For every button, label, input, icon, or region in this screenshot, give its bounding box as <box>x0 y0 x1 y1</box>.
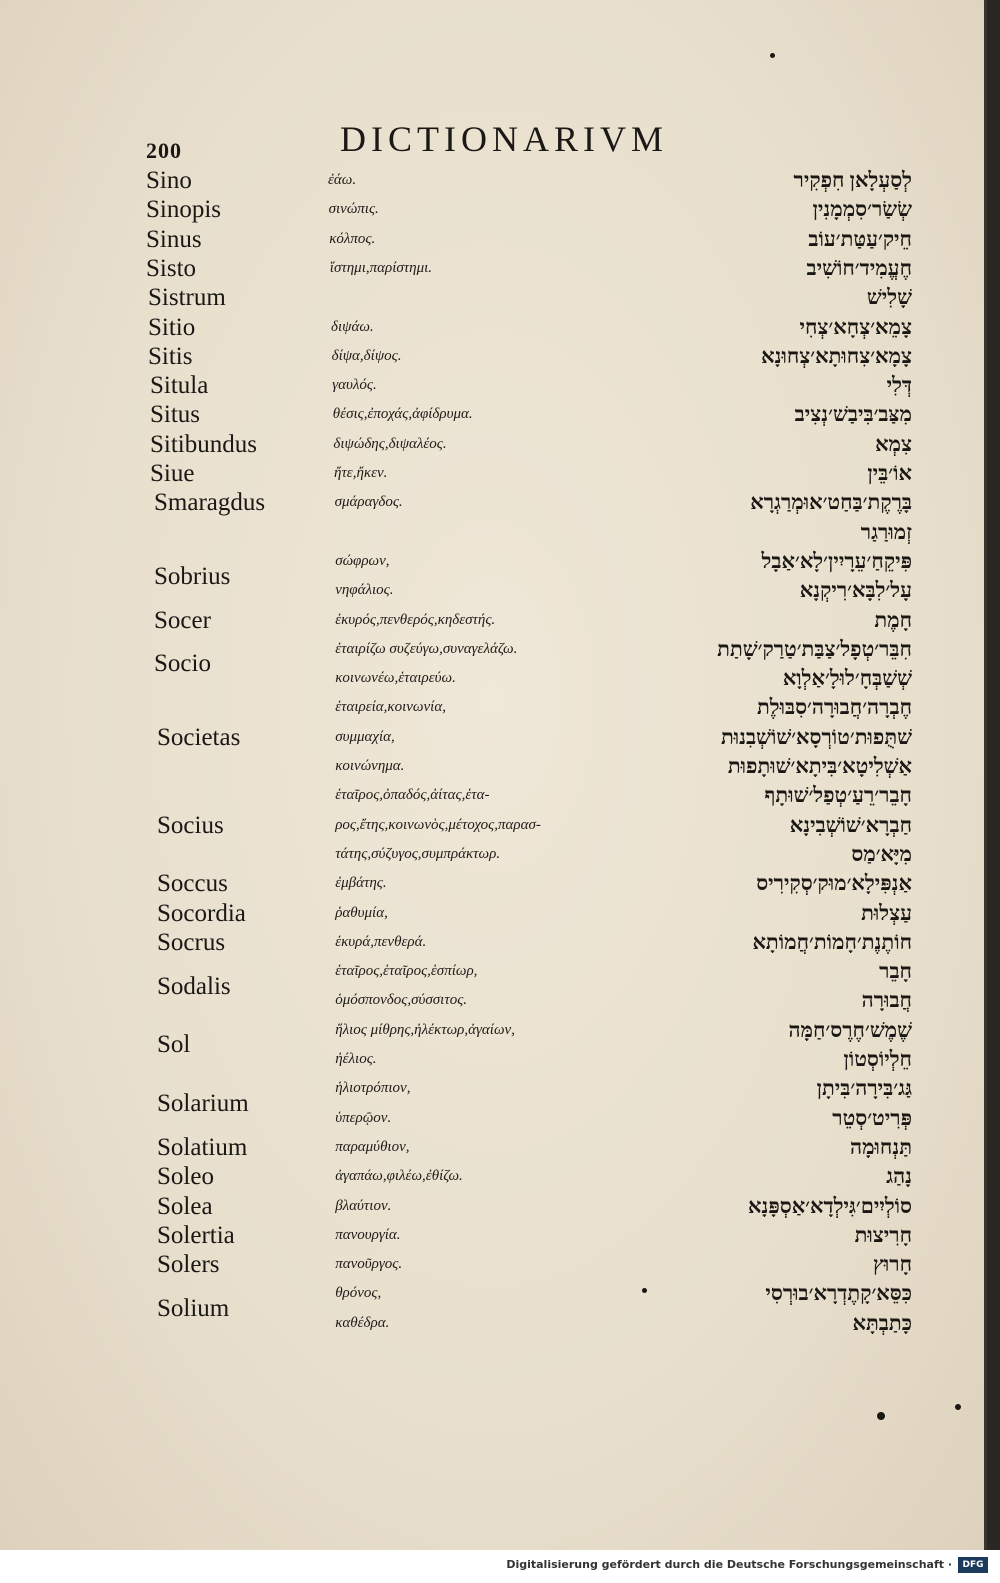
latin-headword: Socio <box>154 650 211 678</box>
hebrew-equivalent: צָמֵא׳צְחָא׳צְחִי <box>799 314 912 339</box>
hebrew-equivalent: פִּיקֵחַ׳עֵרָיִין׳לָא׳אַבָל <box>761 548 912 573</box>
greek-equivalent: ἑκυρός,πενθερός,κηδεστής. <box>335 611 496 628</box>
latin-headword: Societas <box>157 723 241 751</box>
greek-equivalent: ἤτε,ἤκεν. <box>334 465 388 481</box>
latin-headword: Sinopis <box>146 196 222 224</box>
latin-headword: Sinus <box>146 225 202 253</box>
greek-equivalent: δίψα,δίψος. <box>331 347 402 364</box>
greek-equivalent: ἵστημι,παρίστημι. <box>329 259 433 276</box>
greek-equivalent: ἑταιρίζω συζεύγω,συναγελάζω. <box>335 640 518 657</box>
latin-headword: Solers <box>157 1251 220 1279</box>
greek-equivalent: ἀγαπάω,φιλέω,ἐθίζω. <box>335 1168 463 1185</box>
dfg-logo: DFG <box>958 1557 988 1573</box>
hebrew-equivalent: צִמְא <box>875 431 912 456</box>
greek-equivalent: κοινώνημα. <box>335 758 405 774</box>
greek-equivalent: σώφρων, <box>335 552 390 569</box>
greek-equivalent: σμάραγδος. <box>334 494 403 511</box>
hebrew-equivalent: כָּתַבְתָּא <box>852 1310 912 1335</box>
hebrew-equivalent: צָמָא׳צִחוּתָא׳צְחוּנָא <box>761 343 912 368</box>
greek-equivalent: ὁμόσπονδος,σύσσιτος. <box>335 992 468 1009</box>
latin-headword: Situla <box>150 372 209 400</box>
latin-headword: Solarium <box>157 1089 249 1117</box>
hebrew-equivalent: עַצְלוּת <box>861 900 912 925</box>
hebrew-equivalent: מִיָּא׳מַס <box>851 841 912 866</box>
greek-equivalent: ῥαθυμία, <box>335 904 388 921</box>
hebrew-equivalent: חוֹתֶנֶת׳חָמוֹת׳חֲמוֹתָא <box>752 929 912 954</box>
hebrew-equivalent: חֲבוּרָה <box>861 988 912 1013</box>
greek-equivalent: καθέδρα. <box>335 1314 390 1331</box>
greek-equivalent: πανουργία. <box>335 1226 401 1243</box>
hebrew-equivalent: חֶעֱמִיד׳חוֹשִׁיב <box>806 255 912 280</box>
greek-equivalent: ἑταιρεία,κοινωνία, <box>335 699 446 716</box>
hebrew-equivalent: שְׂשַׂר׳סִמְמָנִין <box>812 197 912 222</box>
greek-equivalent: θρόνος, <box>335 1285 382 1302</box>
page-number: 200 <box>146 138 182 163</box>
hebrew-equivalent: עָל׳לִבָּא׳רִיקְנָא <box>799 578 912 603</box>
hebrew-equivalent: חָבֵר <box>879 959 912 984</box>
latin-headword: Socius <box>157 811 224 839</box>
hebrew-equivalent: שׁתֻּפוּת׳טוֹרְסָא׳שׁוֹשְׁבִנוּת <box>720 724 912 749</box>
greek-equivalent: ὑπερῷον. <box>335 1109 392 1126</box>
hebrew-equivalent: חִבֵּר׳טְפָל׳צַבַּת׳טַרַק׳שָׁתַת <box>717 636 912 661</box>
latin-headword: Sitis <box>148 342 193 370</box>
latin-headword: Socer <box>154 606 211 634</box>
greek-equivalent: παραμύθιον, <box>335 1138 410 1155</box>
hebrew-equivalent: חֶבְרָה׳חֲבוּרָה׳סִבּוּלֶת <box>756 695 912 720</box>
greek-equivalent: κοινωνέω,ἑταιρεύω. <box>335 670 456 687</box>
hebrew-equivalent: כִּסֵּא׳קָתֶדְרָא׳בוּרְסִי <box>765 1281 912 1306</box>
greek-equivalent: ἐάω. <box>328 172 357 188</box>
greek-equivalent: διψώδης,διψαλέος. <box>333 435 447 452</box>
hebrew-equivalent: מִצַּב׳בִּיבַשׁ׳נְצִיב <box>794 402 912 427</box>
hebrew-equivalent: תַּנְחוּמָה <box>850 1134 912 1159</box>
greek-equivalent: θέσις,ἐποχάς,ἀφίδρυμα. <box>332 406 473 423</box>
latin-headword: Sodalis <box>157 972 231 1000</box>
latin-headword: Solea <box>157 1192 213 1220</box>
latin-headword: Soleo <box>157 1163 214 1191</box>
greek-equivalent: γαυλός. <box>332 377 377 394</box>
ink-spot <box>955 1404 961 1410</box>
latin-headword: Sol <box>157 1031 191 1059</box>
ink-spot <box>770 53 775 58</box>
hebrew-equivalent: נָהַג <box>886 1164 912 1189</box>
greek-equivalent: ρος,ἔτης,κοινωνὸς,μέτοχος,παρασ- <box>335 816 541 833</box>
greek-equivalent: νηφάλιος. <box>335 582 394 599</box>
latin-headword: Sistrum <box>148 284 226 312</box>
greek-equivalent: ἠέλιος. <box>335 1051 377 1067</box>
latin-headword: Socordia <box>157 899 246 927</box>
hebrew-equivalent: חָרוּץ <box>872 1252 912 1277</box>
greek-equivalent: συμμαχία, <box>335 728 395 745</box>
running-head: DICTIONARIVM <box>340 119 668 159</box>
latin-headword: Soccus <box>157 870 228 898</box>
hebrew-equivalent: חֵיק׳עַטַּת׳עוֹב <box>808 226 912 251</box>
hebrew-equivalent: אוֹ׳בֵּין <box>867 461 912 485</box>
greek-equivalent: ἥλιος μίθρης,ἠλέκτωρ,ἀγαίων, <box>335 1021 515 1038</box>
latin-headword: Situs <box>150 401 201 429</box>
ink-spot <box>642 1288 647 1293</box>
latin-headword: Siue <box>150 460 195 487</box>
hebrew-equivalent: שֶׁמֶשׁ׳חֶרֶס׳חַמָּה <box>788 1017 912 1042</box>
hebrew-equivalent: חָבֵר׳רֵעַ׳טְפַל׳שׁוּתָף <box>764 783 912 808</box>
hebrew-equivalent: חָרִיצוּת <box>854 1222 912 1247</box>
latin-headword: Solertia <box>157 1221 235 1249</box>
latin-headword: Solatium <box>157 1133 248 1161</box>
greek-equivalent: ἐμβάτης. <box>335 875 387 892</box>
hebrew-equivalent: בָּרֶקֶת׳בַּחַט׳אוּמְרַגְרָא <box>750 490 912 515</box>
greek-equivalent: ἑκυρά,πενθερά. <box>335 933 427 950</box>
greek-equivalent: τάτης,σύζυγος,συμπράκτωρ. <box>335 845 501 862</box>
latin-headword: Sisto <box>146 254 197 282</box>
latin-headword: Sitibundus <box>150 430 257 458</box>
latin-headword: Sino <box>146 167 192 194</box>
hebrew-equivalent: פְּרִיט׳סְטֵר <box>832 1105 912 1130</box>
hebrew-equivalent: אַשְׁלִיטָא׳בִּיתָא׳שׁוּתָפוּת <box>727 754 912 778</box>
latin-headword: Socrus <box>157 928 226 956</box>
hebrew-equivalent: זְמוּרַגַר <box>860 519 912 544</box>
latin-headword: Sitio <box>148 313 196 341</box>
hebrew-equivalent: גַּג׳בִּירָה׳בִּיתָן <box>816 1076 912 1101</box>
hebrew-equivalent: חָמֶת <box>874 607 912 632</box>
hebrew-equivalent: שְׁשַׁבְּחָ׳לוּלָ׳אַלְוָא <box>782 666 912 691</box>
footer-credit: Digitalisierung gefördert durch die Deutsche Forschungsgemeinschaft · <box>506 1558 952 1571</box>
greek-equivalent: σινώπις. <box>328 201 379 218</box>
hebrew-equivalent: חַבְרָא׳שׁוֹשְׁבִינָא <box>789 812 912 837</box>
hebrew-equivalent: אַנְפִּילָא׳מוּק׳סְקִירִיס <box>756 871 912 896</box>
hebrew-equivalent: דְּלִי <box>886 373 912 398</box>
greek-equivalent: ἡλιοτρόπιον, <box>335 1080 411 1097</box>
latin-headword: Solium <box>157 1295 230 1323</box>
hebrew-equivalent: לְסַעְלָאן חִפְקִיר <box>793 168 912 192</box>
hebrew-equivalent: חֵלְיוֹסְטוֹן <box>843 1047 912 1071</box>
ink-spot <box>877 1412 885 1420</box>
greek-equivalent: κόλπος. <box>329 230 376 247</box>
greek-equivalent: πανοῦργος. <box>335 1256 403 1273</box>
digitization-footer <box>0 1550 1000 1583</box>
greek-equivalent: βλαύτιον. <box>335 1197 392 1214</box>
greek-equivalent: ἑταῖρος,ὀπαδός,ἀίτας,ἑτα- <box>335 787 490 804</box>
latin-headword: Smaragdus <box>154 489 266 517</box>
latin-headword: Sobrius <box>154 562 231 590</box>
greek-equivalent: διψάω. <box>331 318 374 335</box>
hebrew-equivalent: שָׁלִישׁ <box>866 285 912 310</box>
greek-equivalent: ἑταῖρος,ἑταῖρος,ἑσπίωρ, <box>335 963 478 980</box>
hebrew-equivalent: סוֹלְיִים׳גִּילְדָא׳אַסְפָּנָא <box>748 1193 912 1218</box>
